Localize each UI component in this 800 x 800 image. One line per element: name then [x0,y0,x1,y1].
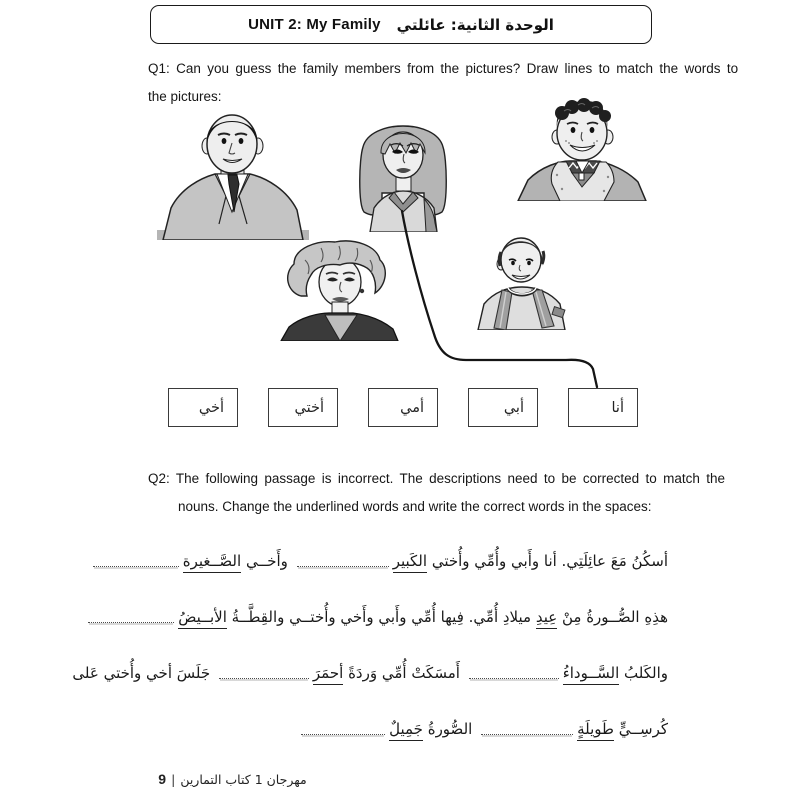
underlined-word: الكَبير [393,552,427,573]
underlined-word: جَمِيلٌ [389,720,423,741]
answer-blank[interactable] [297,554,389,567]
passage-text: ميلادِ أُمِّي. فِيها أُمِّي وأَبي وأَخي وأُختــي والقِطَّــةُ [226,608,536,626]
underlined-word: السَّــوداءُ [563,664,620,685]
passage-text: الصُّورةُ [422,720,478,738]
passage-text: والكَلبُ [619,664,668,682]
answer-blank[interactable] [93,554,179,567]
q1-label: Q1: [148,61,170,76]
page-footer [130,771,335,787]
word-box-label: أخي [198,399,224,416]
footer-page-number: 9 [158,771,167,787]
underlined-word: طَويلَةٍ [577,720,614,741]
mother-portrait-illustration [277,238,403,341]
underlined-word: الأبــيضُ [178,608,227,629]
q2-label: Q2: [148,471,170,486]
underlined-word: عِيدِ [536,608,557,629]
father-portrait-illustration [155,112,311,240]
passage-text: هذِهِ الصُّــورةُ مِنْ [557,608,668,626]
word-box-label: أبي [503,399,524,416]
unit-title-arabic: الوحدة الثانية: عائلتي [396,15,554,34]
passage-line-1 [72,533,668,589]
passage-text: جَلَسَ أخي وأُختي عَلى [72,664,215,682]
unit-title-box [150,5,652,44]
answer-blank[interactable] [469,666,559,679]
brother-with-backpack-portrait-illustration [470,220,572,330]
word-box-ummi[interactable] [368,388,438,427]
passage-text: وأَخــي [241,552,293,570]
answer-blank[interactable] [88,610,174,623]
q2-text-line1: The following passage is incorrect. The descriptions need to be corrected to match the [175,471,725,486]
mother-picture[interactable] [277,238,403,341]
word-box-ana[interactable] [568,388,638,427]
footer-divider: | [171,772,176,787]
word-box-label: أختي [294,399,324,416]
word-box-label: أنا [611,399,624,416]
q2-instructions [148,465,725,520]
q2-text-line2: nouns. Change the underlined words and write the correct words in the spaces: [178,498,652,514]
passage-text: كُرسِــيٍّ [613,720,668,738]
big-sister-picture[interactable] [354,111,453,232]
father-picture[interactable] [155,112,311,240]
footer-book-title: مهرجان 1 كتاب التمارين [180,772,307,787]
passage-text: أسكُنُ مَعَ عائِلَتِي. أنا وأَبي وأُمِّي وأُختي [427,552,668,570]
word-box-abi[interactable] [468,388,538,427]
answer-blank[interactable] [481,722,573,735]
word-box-label: أمي [400,399,424,416]
passage-line-4 [72,701,668,757]
underlined-word: الصَّــغيرة [183,552,241,573]
q1-text-line2: the pictures: [148,88,222,104]
underlined-word: أحمَرَ [313,664,343,685]
little-brother-portrait-illustration [512,97,653,201]
brother-with-backpack-picture[interactable] [470,220,572,330]
big-sister-portrait-illustration [354,111,453,232]
answer-blank[interactable] [219,666,309,679]
passage-line-3 [72,645,668,701]
q1-text-line1: Can you guess the family members from the pictures? Draw lines to match the words to [176,61,739,76]
word-box-ukhti[interactable] [268,388,338,427]
unit-title-english: UNIT 2: My Family [248,16,381,33]
passage-line-2 [72,589,668,645]
word-box-akhi[interactable] [168,388,238,427]
answer-blank[interactable] [301,722,385,735]
passage [72,533,668,757]
little-brother-picture[interactable] [512,97,653,201]
passage-text: أَمسَكَتْ أُمِّي وَردَةً [343,664,465,682]
